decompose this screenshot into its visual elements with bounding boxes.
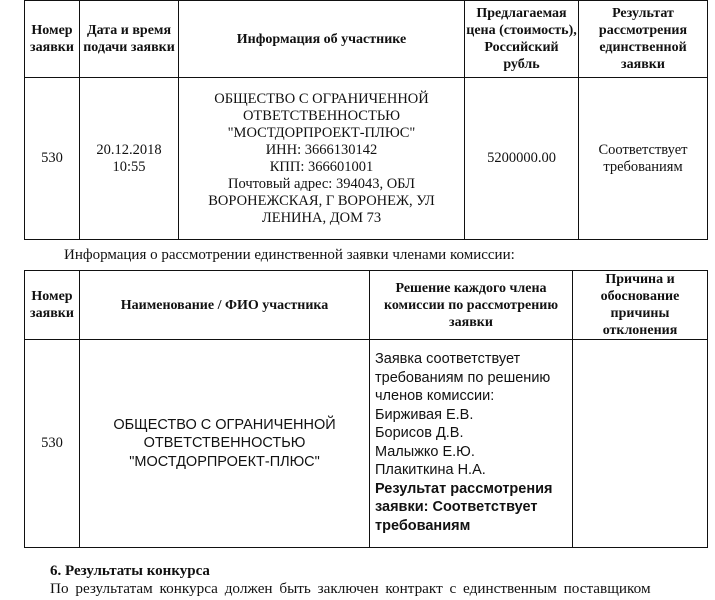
submission-time: 10:55 bbox=[112, 158, 146, 175]
participant-inn: ИНН: 3666130142 bbox=[265, 141, 378, 158]
decision-line: требованиям по решению bbox=[375, 369, 551, 386]
header-application-number: Номер заявки bbox=[25, 271, 80, 340]
participant-name-line: ОТВЕТСТВЕННОСТЬЮ bbox=[143, 435, 306, 452]
table-row bbox=[25, 78, 708, 240]
header-participant-info: Информация об участнике bbox=[179, 1, 465, 78]
participant-info-line: ОТВЕТСТВЕННОСТЬЮ bbox=[242, 107, 401, 124]
rejection-reason bbox=[573, 340, 708, 548]
decision-result-line: Результат рассмотрения bbox=[375, 480, 553, 497]
header-offered-price: Предлагаемая цена (стоимость), Российский рубль bbox=[465, 1, 579, 78]
review-result: Соответствует требованиям bbox=[579, 78, 708, 240]
table-row bbox=[25, 340, 708, 548]
participant-name-line: ОБЩЕСТВО С ОГРАНИЧЕННОЙ bbox=[113, 416, 336, 433]
commission-review-caption: Информация о рассмотрении единственной заявки членами комиссии: bbox=[64, 247, 515, 263]
submission-datetime bbox=[80, 78, 179, 240]
participant-name-line: "МОСТДОРПРОЕКТ-ПЛЮС" bbox=[129, 453, 320, 470]
participant-kpp: КПП: 366601001 bbox=[269, 158, 374, 175]
section-text: По результатам конкурса должен быть заключен контракт с единственным поставщиком bbox=[50, 580, 651, 597]
submission-date: 20.12.2018 bbox=[96, 141, 162, 158]
header-commission-decision: Решение каждого члена комиссии по рассмотрению заявки bbox=[370, 271, 573, 340]
header-submission-datetime: Дата и время подачи заявки bbox=[80, 1, 179, 78]
decision-line: Заявка соответствует bbox=[375, 351, 521, 367]
commission-decision bbox=[370, 340, 573, 548]
table-header-row bbox=[25, 271, 708, 340]
decision-line: членов комиссии: bbox=[375, 388, 495, 404]
header-review-result: Результат рассмотрения единственной заявки bbox=[579, 1, 708, 78]
participant-info-line: ОБЩЕСТВО С ОГРАНИЧЕННОЙ bbox=[214, 90, 429, 107]
participant-address-line: Почтовый адрес: 394043, ОБЛ bbox=[228, 175, 415, 192]
decision-result-line: требованиям bbox=[375, 517, 471, 534]
table-header-row bbox=[25, 1, 708, 78]
participant-info bbox=[179, 78, 465, 240]
header-participant-name: Наименование / ФИО участника bbox=[80, 271, 370, 340]
commission-member: Плакиткина Н.А. bbox=[375, 462, 486, 478]
decision-result-line: заявки: Соответствует bbox=[375, 499, 538, 515]
commission-member: Бирживая Е.В. bbox=[375, 406, 474, 423]
commission-member: Малыжко Е.Ю. bbox=[375, 443, 475, 460]
participant-address-line: ВОРОНЕЖСКАЯ, Г ВОРОНЕЖ, УЛ bbox=[208, 192, 435, 209]
offered-price: 5200000.00 bbox=[465, 78, 579, 240]
participant-name bbox=[80, 340, 370, 548]
commission-member: Борисов Д.В. bbox=[375, 425, 464, 441]
participant-info-line: "МОСТДОРПРОЕКТ-ПЛЮС" bbox=[227, 124, 416, 141]
commission-review-table bbox=[24, 270, 708, 548]
application-info-table bbox=[24, 0, 708, 240]
header-application-number: Номер заявки bbox=[25, 1, 80, 78]
application-number: 530 bbox=[25, 78, 80, 240]
participant-address-line: ЛЕНИНА, ДОМ 73 bbox=[261, 209, 382, 226]
application-number: 530 bbox=[25, 340, 80, 548]
header-rejection-reason: Причина и обоснование причины отклонения bbox=[573, 271, 708, 340]
section-title: 6. Результаты конкурса bbox=[50, 563, 210, 579]
